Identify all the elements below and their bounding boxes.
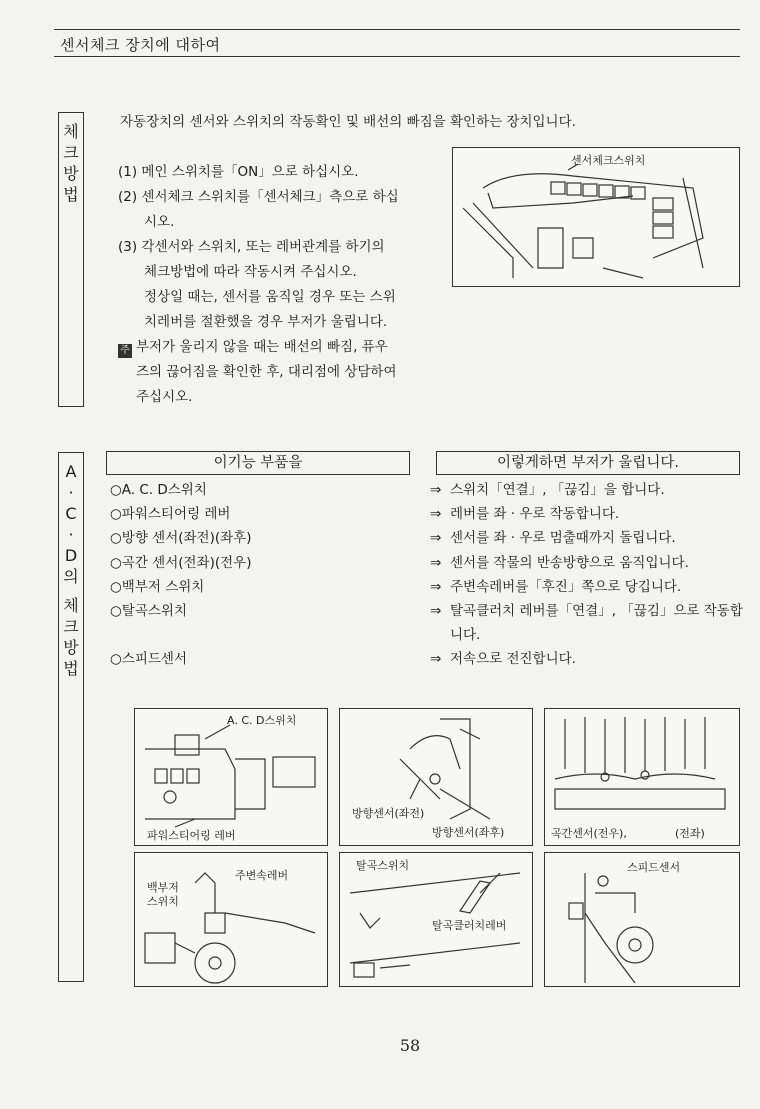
tab-char: 크 xyxy=(63,617,79,636)
page-number: 58 xyxy=(399,1036,421,1055)
note-line: 주십시오. xyxy=(136,389,193,405)
part-spacer xyxy=(110,623,420,647)
action-item: ⇒ 레버를 좌 · 우로 작동합니다. xyxy=(430,502,744,526)
note-line: 즈의 끊어짐을 확인한 후, 대리점에 상담하여 xyxy=(136,364,397,380)
action-item: ⇒ 스위치「연결」, 「끊김」을 합니다. xyxy=(430,478,744,502)
step-line: (2) 센서체크 스위치를「센서체크」측으로 하십 xyxy=(118,189,399,205)
arrow-icon: ⇒ xyxy=(430,482,442,498)
part-item: ○탈곡스위치 xyxy=(110,603,187,620)
back-buzzer-label: 백부저 xyxy=(147,881,179,894)
sensor-check-switch-label: 센서체크스위치 xyxy=(571,154,646,167)
back-buzzer-switch-figure xyxy=(134,852,328,987)
speed-sensor-label: 스피드센서 xyxy=(627,861,681,874)
check-steps xyxy=(118,160,448,410)
page-header-title: 센서체크 장치에 대하여 xyxy=(60,36,221,54)
actions-header: 이렇게하면 부저가 울립니다. xyxy=(436,451,740,475)
culm-sensor-front-right-label: 곡간센서(전우), xyxy=(551,827,627,840)
tab-char: A xyxy=(65,462,77,481)
step-line: 시오. xyxy=(144,214,175,230)
direction-sensor-figure xyxy=(339,708,533,846)
speed-sensor-figure xyxy=(544,852,740,987)
note-text: 부저가 울리지 않을 때는 배선의 빠짐, 퓨우 xyxy=(136,339,388,355)
threshing-switch-label: 탈곡스위치 xyxy=(356,859,410,872)
header-bottom-rule xyxy=(54,56,740,57)
arrow-icon: ⇒ xyxy=(430,603,442,620)
step-line: 체크방법에 따라 작동시켜 주십시오. xyxy=(144,264,357,280)
parts-header: 이기능 부품을 xyxy=(106,451,410,475)
tab-char: 법 xyxy=(63,185,79,204)
power-steering-lever-label: 파워스티어링 레버 xyxy=(147,829,236,842)
arrow-icon: ⇒ xyxy=(430,506,442,523)
tab-char: C xyxy=(65,504,77,523)
parts-list xyxy=(110,478,420,671)
threshing-switch-figure xyxy=(339,852,533,987)
tab-char: 방 xyxy=(63,638,79,657)
step-line: 정상일 때는, 센서를 움직일 경우 또는 스위 xyxy=(144,289,396,305)
direction-sensor-rear-left-label: 방향센서(좌후) xyxy=(432,826,505,839)
tab-char: 방 xyxy=(63,164,79,183)
tab-char: · xyxy=(68,483,74,502)
tab-char: 체 xyxy=(63,122,79,141)
part-item: ○백부저 스위치 xyxy=(110,578,205,595)
part-item: ○방향 센서(좌전)(좌후) xyxy=(110,530,252,547)
action-item: ⇒ 주변속레버를「후진」쪽으로 당깁니다. xyxy=(430,575,744,599)
part-item: ○파워스티어링 레버 xyxy=(110,506,231,523)
action-item: ⇒ 저속으로 전진합니다. xyxy=(430,647,744,671)
tab-char: 의 xyxy=(63,567,79,586)
step-line: (3) 각센서와 스위치, 또는 레버관계를 하기의 xyxy=(118,239,385,255)
header-top-rule xyxy=(54,29,740,30)
arrow-icon: ⇒ xyxy=(430,554,442,571)
check-method-tab xyxy=(58,112,84,407)
threshing-clutch-lever-label: 탈곡클러치레버 xyxy=(432,919,507,932)
action-item: ⇒ 센서를 작물의 반송방향으로 움직입니다. xyxy=(430,551,744,575)
tab-char: · xyxy=(68,525,74,544)
acd-switch-illustration xyxy=(135,709,327,845)
back-buzzer-illustration xyxy=(135,853,327,986)
note-line xyxy=(118,335,448,360)
back-buzzer-switch-label: 스위치 xyxy=(147,895,179,908)
part-item: ○곡간 센서(전좌)(전우) xyxy=(110,554,252,571)
culm-sensor-figure xyxy=(544,708,740,846)
sensor-check-switch-figure xyxy=(452,147,740,287)
actions-list xyxy=(430,478,744,672)
arrow-icon: ⇒ xyxy=(430,651,442,668)
main-shift-lever-label: 주변속레버 xyxy=(235,869,289,882)
direction-sensor-front-left-label: 방향센서(좌전) xyxy=(352,807,425,820)
acd-switch-label: A. C. D스위치 xyxy=(227,714,297,727)
culm-sensor-front-left-label: (전좌) xyxy=(675,827,705,840)
arrow-icon: ⇒ xyxy=(430,578,442,595)
panel-illustration xyxy=(453,148,739,286)
acd-switch-figure xyxy=(134,708,328,846)
part-item: ○A. C. D스위치 xyxy=(110,482,207,498)
acd-check-method-tab xyxy=(58,452,84,982)
tab-char: 크 xyxy=(63,143,79,162)
part-item: ○스피드센서 xyxy=(110,651,187,668)
action-item: ⇒ 탈곡클러치 레버를「연결」, 「끊김」으로 작동합니다. xyxy=(430,599,750,647)
section-intro: 자동장치의 센서와 스위치의 작동확인 및 배선의 빠짐을 확인하는 장치입니다. xyxy=(120,114,576,130)
tab-char: D xyxy=(64,546,78,565)
step-line: 치레버를 절환했을 경우 부저가 울립니다. xyxy=(144,314,388,330)
action-item: ⇒ 센서를 좌 · 우로 멈출때까지 돌립니다. xyxy=(430,526,744,550)
tab-char: 체 xyxy=(63,596,79,615)
note-mark-icon: 주 xyxy=(118,344,132,358)
step-line: (1) 메인 스위치를「ON」으로 하십시오. xyxy=(118,164,359,180)
arrow-icon: ⇒ xyxy=(430,530,442,547)
tab-char: 법 xyxy=(63,659,79,678)
